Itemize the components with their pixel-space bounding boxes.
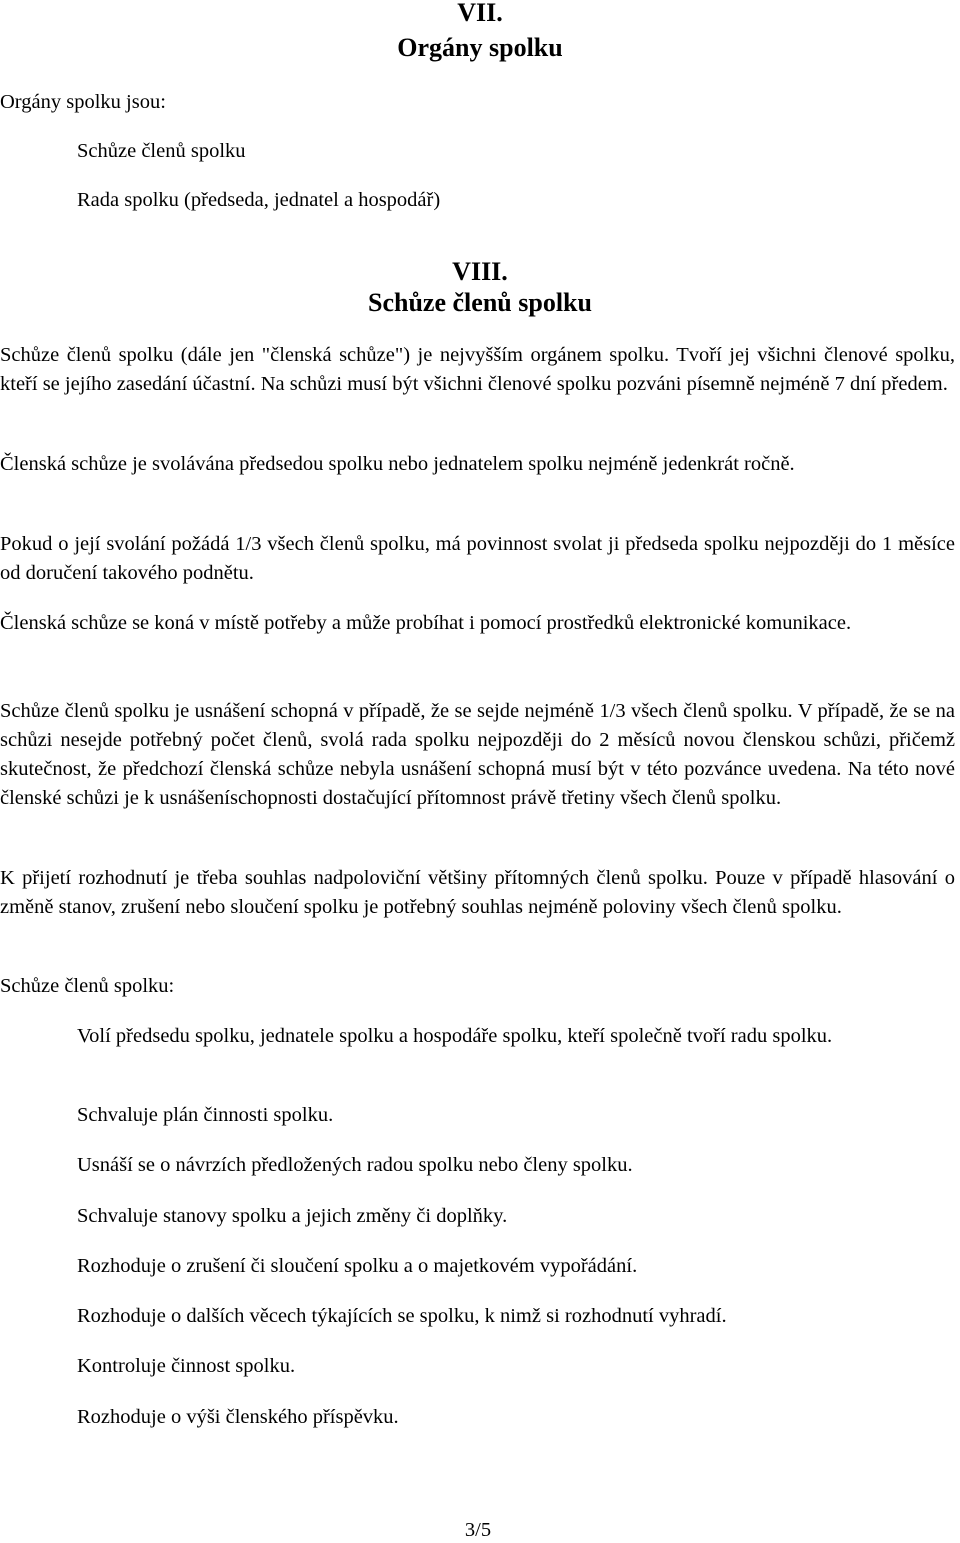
paragraph-5: Schůze členů spolku je usnášení schopná v případě, že se sejde nejméně 1/3 všech členů spolku. V případě, že se na schůzi nesejde potřebný počet členů, svolá rada spolku nejpozději do 2 měsíců novou členskou schůzi, přičemž skutečnost, že předchozí členská schůze nebyla usnášení schopná musí být v této pozvánce uvedena. Na této nové členské schůzi je k usnášeníschopnosti dostačující přítomnost právě třetiny všech členů spolku. <box>0 700 955 809</box>
organ-item-1: Schůze členů spolku <box>77 140 246 162</box>
section-7-title: Orgány spolku <box>397 33 563 62</box>
list-item: Usnáší se o návrzích předložených radou spolku nebo členy spolku. <box>77 1154 633 1176</box>
paragraph-6: K přijetí rozhodnutí je třeba souhlas nadpoloviční většiny přítomných členů spolku. Pouze v případě hlasování o změně stanov, zrušení nebo sloučení spolku je potřebný souhlas nejméně poloviny všech členů spolku. <box>0 867 955 918</box>
section-7-number: VII. <box>457 0 503 27</box>
list-intro: Schůze členů spolku: <box>0 975 175 997</box>
list-item: Rozhoduje o dalších věcech týkajících se spolku, k nimž si rozhodnutí vyhradí. <box>77 1305 727 1327</box>
paragraph-1: Schůze členů spolku (dále jen "členská schůze") je nejvyšším orgánem spolku. Tvoří jej všichni členové spolku, kteří se jejího zasedání účastní. Na schůzi musí být všichni členové spolku pozváni písemně nejméně 7 dní předem. <box>0 344 955 395</box>
list-item: Schvaluje plán činnosti spolku. <box>77 1104 334 1126</box>
list-item: Schvaluje stanovy spolku a jejich změny či doplňky. <box>77 1205 508 1227</box>
paragraph-3: Pokud o její svolání požádá 1/3 všech členů spolku, má povinnost svolat ji předseda spolku nejpozději do 1 měsíce od doručení takového podnětu. <box>0 533 955 584</box>
list-item: Rozhoduje o výši členského příspěvku. <box>77 1406 399 1428</box>
section-7-intro: Orgány spolku jsou: <box>0 91 166 113</box>
paragraph-2: Členská schůze je svolávána předsedou spolku nebo jednatelem spolku nejméně jedenkrát ročně. <box>0 453 795 475</box>
page-number: 3/5 <box>464 1519 492 1541</box>
section-8-number: VIII. <box>452 257 508 286</box>
list-item: Rozhoduje o zrušení či sloučení spolku a o majetkovém vypořádání. <box>77 1255 638 1277</box>
list-item: Kontroluje činnost spolku. <box>77 1355 296 1377</box>
list-item: Volí předsedu spolku, jednatele spolku a hospodáře spolku, kteří společně tvoří radu spolku. <box>77 1025 833 1047</box>
section-8-title: Schůze členů spolku <box>368 288 592 317</box>
paragraph-4: Členská schůze se koná v místě potřeby a může probíhat i pomocí prostředků elektronické komunikace. <box>0 612 852 634</box>
organ-item-2: Rada spolku (předseda, jednatel a hospodář) <box>77 189 441 211</box>
